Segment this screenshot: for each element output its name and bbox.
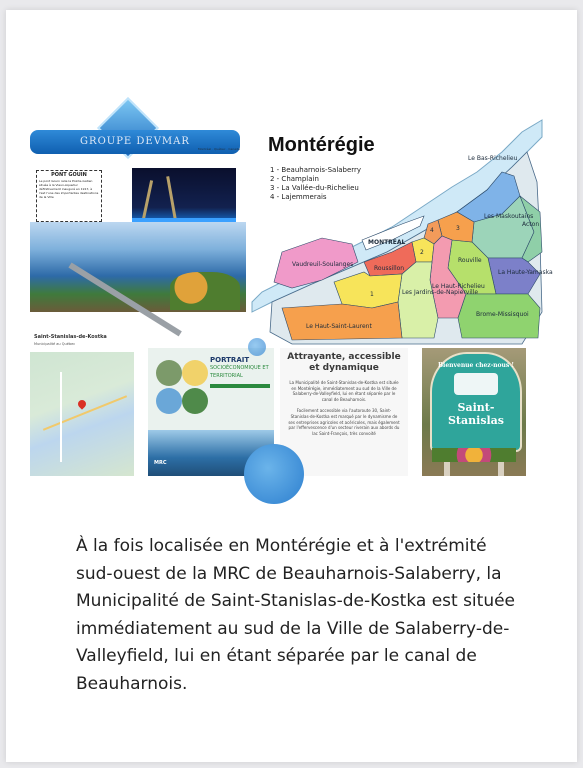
decor-circle-small	[248, 338, 266, 356]
sign-welcome-text: Bienvenue chez-nous !	[437, 362, 515, 369]
label-num-2: 2	[420, 249, 424, 256]
welcome-sign-photo	[422, 348, 526, 476]
label-haut-richelieu: Le Haut-Richelieu	[432, 283, 485, 290]
devmar-subtitle: Montréal · Québec · Canada	[198, 147, 240, 151]
image-collage	[30, 102, 553, 492]
attrayante-heading: Attrayante, accessible et dynamique	[287, 352, 401, 373]
location-map-area	[30, 352, 134, 476]
label-acton: Acton	[522, 221, 540, 228]
label-haute-yamaska: La Haute-Yamaska	[498, 269, 553, 276]
welcome-sign	[430, 352, 522, 452]
portrait-title	[210, 356, 274, 380]
attrayante-paragraph-1: La Municipalité de Saint-Stanislas-de-Kostka est située en Montérégie, immédiatement au sud de la Ville de Salaberry-de-Valleyfield, lui en étant séparée par le canal de Beauharnois.	[289, 380, 399, 402]
page-sheet	[6, 10, 577, 762]
church-icon	[454, 373, 498, 395]
label-brome: Brome-Missisquoi	[476, 311, 529, 318]
label-num-1: 1	[370, 291, 374, 298]
label-vaudreuil: Vaudreuil-Soulanges	[292, 261, 354, 268]
map-pin-icon	[76, 398, 87, 409]
label-num-3: 3	[456, 225, 460, 232]
label-montreal: MONTRÉAL	[368, 239, 406, 246]
decor-circle-large	[244, 444, 304, 504]
label-roussillon: Roussillon	[374, 265, 405, 272]
label-num-4: 4	[430, 227, 434, 234]
legend-item: 2 - Champlain	[270, 175, 319, 183]
map-title: Montérégie	[268, 134, 375, 156]
portrait-logo: MRC	[154, 460, 167, 466]
monteregie-map-panel	[252, 112, 553, 348]
pont-gouin-title: PONT GOUIN	[51, 172, 87, 178]
portrait-title-sub: SOCIOÉCONOMIQUE ET TERRITORIAL	[210, 365, 269, 379]
label-rouville: Rouville	[458, 257, 482, 264]
flower-bed	[432, 448, 516, 462]
label-maskoutains: Les Maskoutains	[484, 213, 534, 220]
portrait-photo-circles	[154, 358, 210, 420]
label-jardins: Les Jardins-de-Napierville	[402, 289, 479, 296]
region-haut-st-laurent	[282, 302, 402, 340]
location-map-title: Saint-Stanislas-de-Kostka	[34, 334, 107, 340]
aerial-bridge-photo	[30, 222, 246, 312]
pont-gouin-note	[36, 170, 102, 222]
label-bas-richelieu: Le Bas-Richelieu	[468, 155, 518, 162]
legend-item: 3 - La Vallée-du-Richelieu	[270, 184, 359, 192]
caption-paragraph: À la fois localisée en Montérégie et à l'extrémité sud-ouest de la MRC de Beauharnois-Salaberry, la Municipalité de Saint-Stanislas-de-Kostka est située immédiatement au sud de la Ville de Salaberry-de-Valleyfield, lui en étant séparée par le canal de Beauharnois.	[76, 536, 516, 694]
portrait-title-main: PORTRAIT	[210, 356, 250, 364]
legend-item: 4 - Lajemmerais	[270, 193, 327, 201]
attrayante-paragraph-2: Facilement accessible via l'autoroute 30, Saint-Stanislas-de-Kostka est marqué par le dynamisme de ses entreprises agricoles et acéricoles, mais également par l'effervescence d'un secteur riverain aux abords du lac Saint-François, très convoité	[288, 408, 400, 436]
label-haut-st-laurent: Le Haut-Saint-Laurent	[306, 323, 372, 330]
devmar-panel	[30, 102, 246, 312]
devmar-banner: GROUPE DEVMAR	[30, 130, 240, 154]
legend-item: 1 - Beauharnois-Salaberry	[270, 166, 362, 174]
pont-gouin-body: Le pont Gouin relie la Pointe-Gatien située à la Vieux-Aqueduc définitivement inauguré en 1917, à l'est l'une des importantes destinations de la Ville	[39, 179, 99, 199]
location-map-panel	[30, 330, 134, 476]
sign-name-text: Saint-Stanislas	[447, 401, 505, 427]
portrait-band	[210, 384, 270, 388]
map-legend	[270, 166, 361, 202]
location-map-subtitle: Municipalité au Québec	[34, 342, 76, 346]
